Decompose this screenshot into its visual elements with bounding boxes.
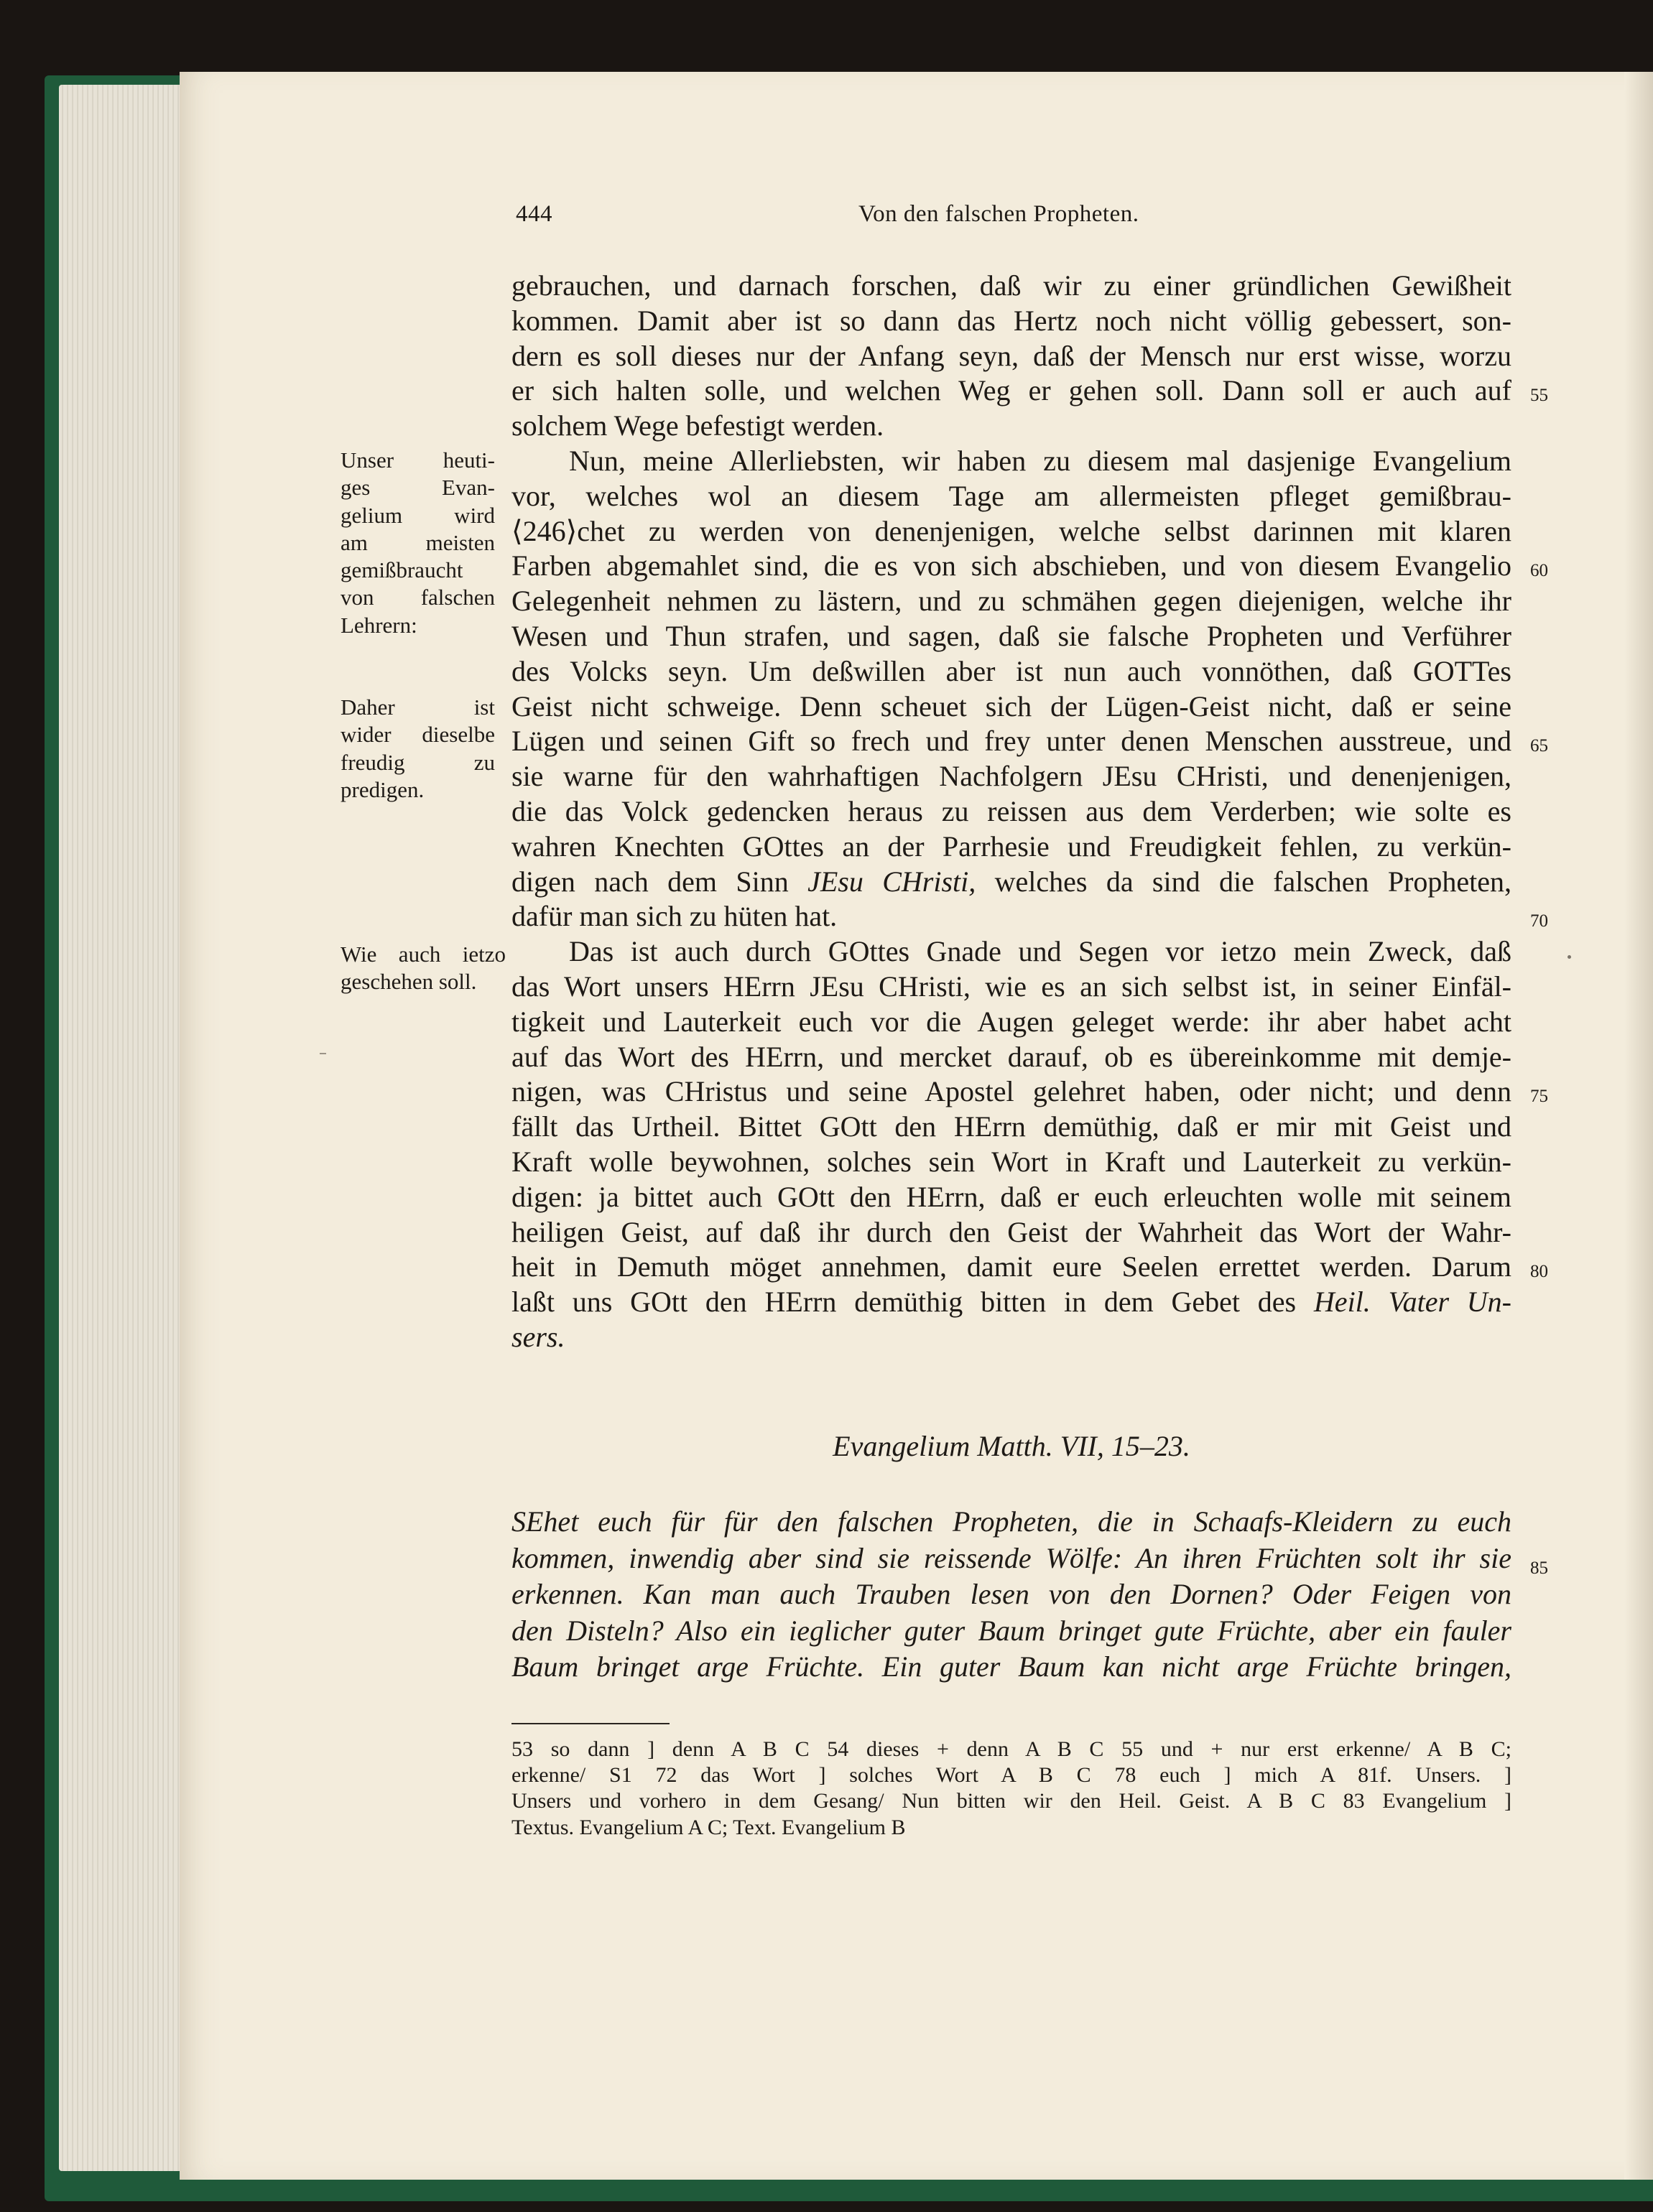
body-line: dafür man sich zu hüten hat.: [511, 900, 838, 933]
page-number: 444: [516, 201, 552, 227]
margin-note-line: geschehen soll.: [341, 969, 477, 995]
gospel-line: SEhet euch für für den falschen Propheten, die in Schaafs-Kleidern zu euch: [511, 1505, 1511, 1538]
body-line: nigen, was CHristus und seine Apostel gelehret haben, oder nicht; und denn: [511, 1075, 1511, 1108]
margin-note-line: ges Evan-: [341, 475, 495, 501]
line-number: 55: [1530, 386, 1548, 405]
gospel-line: den Disteln? Also ein ieglicher guter Baum bringet gute Früchte, aber ein fauler: [511, 1614, 1511, 1647]
body-line-segment: digen nach dem Sinn: [511, 865, 789, 898]
body-line: Nun, meine Allerliebsten, wir haben zu diesem mal dasjenige Evangelium: [569, 444, 1511, 477]
margin-note-1: [341, 447, 495, 639]
margin-note-line: gemißbraucht: [341, 557, 463, 583]
margin-note-line: predigen.: [341, 776, 425, 802]
margin-note-3: [341, 941, 506, 996]
margin-note-2: [341, 694, 495, 804]
body-line: heiligen Geist, auf daß ihr durch den Geist der Wahrheit das Wort der Wahr-: [511, 1215, 1511, 1248]
body-line-mixed: [511, 1285, 1511, 1320]
margin-note-line: von falschen: [341, 585, 495, 610]
body-line: Das ist auch durch GOttes Gnade und Segen vor ietzo mein Zweck, daß: [569, 935, 1511, 968]
body-line: Gelegenheit nehmen zu lästern, und zu schmähen gegen diejenigen, welche ihr: [511, 585, 1511, 618]
body-line: gebrauchen, und darnach forschen, daß wir zu einer gründlichen Gewißheit: [511, 269, 1511, 302]
body-line: das Wort unsers HErrn JEsu CHristi, wie es an sich selbst ist, in seiner Einfäl-: [511, 970, 1511, 1003]
body-line: dern es soll dieses nur der Anfang seyn, daß der Mensch nur erst wisse, worzu: [511, 339, 1511, 372]
body-line: kommen. Damit aber ist so dann das Hertz noch nicht völlig gebessert, son-: [511, 304, 1511, 337]
margin-note-line: gelium wird: [341, 502, 495, 528]
body-text: [511, 269, 1511, 1355]
body-line-segment: laßt uns GOtt den HErrn demüthig bitten in dem Gebet des: [511, 1286, 1297, 1319]
line-number: 75: [1530, 1087, 1548, 1106]
body-line: solchem Wege befestigt werden.: [511, 409, 884, 442]
body-line: sie warne für den wahrhaftigen Nachfolgern JEsu CHristi, und denenjenigen,: [511, 760, 1511, 793]
footnote-rule: [511, 1723, 670, 1724]
line-number: 65: [1530, 736, 1548, 756]
apparatus-line: Textus. Evangelium A C; Text. Evangelium B: [511, 1815, 906, 1839]
body-line: heit in Demuth möget annehmen, damit eure Seelen errettet werden. Darum: [511, 1250, 1511, 1283]
section-heading: Evangelium Matth. VII, 15–23.: [833, 1430, 1190, 1462]
line-number: 85: [1530, 1558, 1548, 1578]
apparatus-line: Unsers und vorhero in dem Gesang/ Nun bitten wir den Heil. Geist. A B C 83 Evangelium ]: [511, 1789, 1511, 1813]
margin-note-line: Daher ist: [341, 694, 495, 720]
gospel-text: [511, 1504, 1511, 1686]
apparatus-line: 53 so dann ] denn A B C 54 dieses + denn A B C 55 und + nur erst erkenne/ A B C;: [511, 1737, 1511, 1761]
page-mark: [320, 1053, 326, 1054]
page-right-gutter: [1624, 72, 1653, 2180]
body-line-mixed: [511, 865, 1511, 900]
margin-note-line: am meisten: [341, 529, 495, 555]
body-line: vor, welches wol an diesem Tage am allermeisten pfleget gemißbrau-: [511, 479, 1511, 512]
body-line: wahren Knechten GOttes an der Parrhesie und Freudigkeit fehlen, zu verkün-: [511, 830, 1511, 863]
body-line: er sich halten solle, und welchen Weg er gehen soll. Dann soll er auch auf: [511, 374, 1511, 407]
body-line: ⟨246⟩chet zu werden von denenjenigen, welche selbst darinnen mit klaren: [511, 514, 1511, 547]
gospel-line: kommen, inwendig aber sind sie reissende Wölfe: An ihren Früchten solt ihr sie: [511, 1541, 1511, 1574]
body-line: fällt das Urtheil. Bittet GOtt den HErrn demüthig, daß er mir mit Geist und: [511, 1110, 1511, 1143]
gospel-line: erkennen. Kan man auch Trauben lesen von den Dornen? Oder Feigen von: [511, 1578, 1511, 1610]
line-number: 60: [1530, 561, 1548, 580]
running-title: Von den falschen Propheten.: [858, 201, 1139, 227]
page-mark: [1568, 955, 1571, 959]
body-line: auf das Wort des HErrn, und mercket darauf, ob es übereinkomme mit demje-: [511, 1040, 1511, 1073]
margin-note-line: Unser heuti-: [341, 447, 495, 473]
body-line: digen: ja bittet auch GOtt den HErrn, daß er euch erleuchten wolle mit seinem: [511, 1180, 1511, 1213]
critical-apparatus: [511, 1737, 1511, 1841]
margin-note-line: Lehrern:: [341, 612, 417, 638]
body-line: Farben abgemahlet sind, die es von sich abschieben, und von diesem Evangelio: [511, 549, 1511, 582]
body-line: die das Volck gedencken heraus zu reissen aus dem Verderben; wie solte es: [511, 794, 1511, 827]
gospel-line: Baum bringet arge Früchte. Ein guter Baum kan nicht arge Früchte bringen,: [511, 1650, 1511, 1683]
margin-note-line: Wie auch ietzo: [341, 942, 506, 967]
body-italic-heil-vater: Heil. Vater Un-: [1313, 1286, 1512, 1319]
body-line-segment: welches da sind die falschen Propheten,: [994, 865, 1512, 898]
body-line: Wesen und Thun strafen, und sagen, daß sie falsche Propheten und Verführer: [511, 619, 1511, 652]
apparatus-line: erkenne/ S1 72 das Wort ] solches Wort A B C 78 euch ] mich A 81f. Unsers. ]: [511, 1763, 1511, 1788]
body-line: Lügen und seinen Gift so frech und frey unter denen Menschen ausstreue, und: [511, 725, 1511, 758]
body-line: tigkeit und Lauterkeit euch vor die Augen geleget werde: ihr aber habet acht: [511, 1005, 1511, 1038]
body-italic-jesu-christi: JEsu CHristi,: [807, 865, 976, 898]
margin-note-line: freudig zu: [341, 749, 495, 775]
line-number: 70: [1530, 911, 1548, 931]
body-line: Kraft wolle beywohnen, solches sein Wort in Kraft und Lauterkeit zu verkün-: [511, 1145, 1511, 1178]
body-line: des Volcks seyn. Um deßwillen aber ist nun auch vonnöthen, daß GOTTes: [511, 654, 1511, 687]
line-number: 80: [1530, 1262, 1548, 1281]
body-line: Geist nicht schweige. Denn scheuet sich der Lügen-Geist nicht, daß er seine: [511, 689, 1511, 722]
body-line: sers.: [511, 1320, 565, 1353]
margin-note-line: wider dieselbe: [341, 722, 495, 748]
